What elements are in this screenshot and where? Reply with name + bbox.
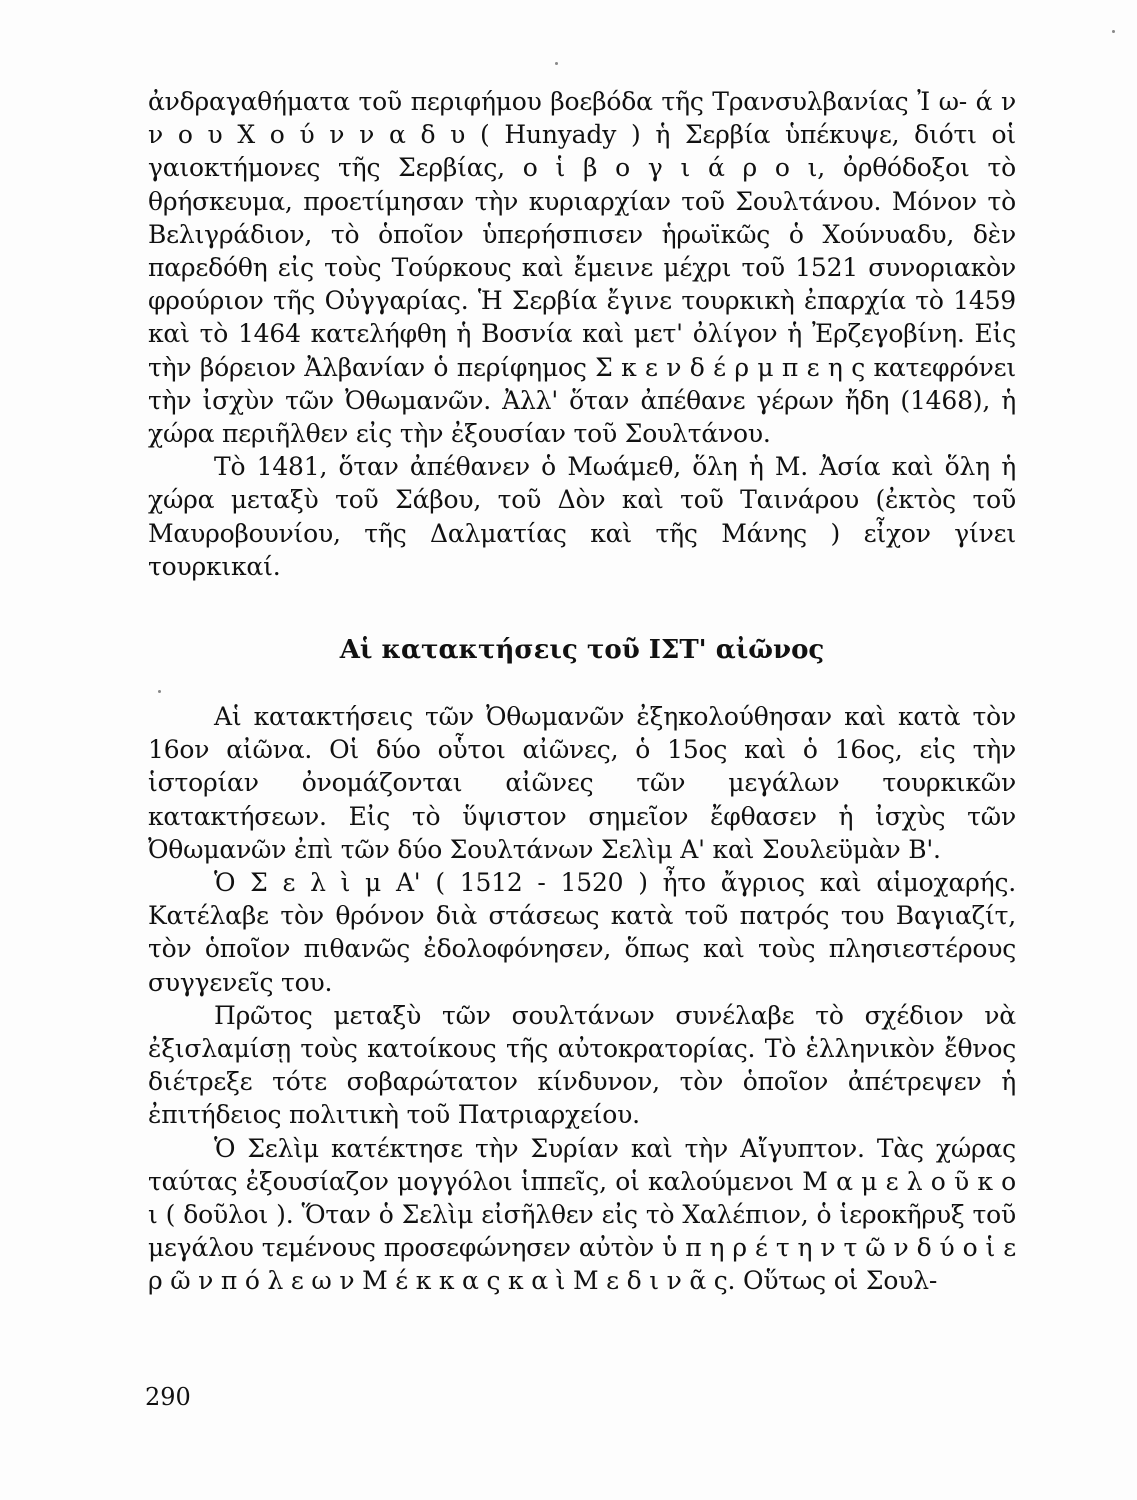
paragraph: Τὸ 1481, ὅταν ἀπέθανεν ὁ Μωάμεθ, ὅλη ἡ Μ. Ἀσία καὶ ὅλη ἡ χώρα μεταξὺ τοῦ Σάβου, τοῦ Δὸν καὶ τοῦ Ταινάρου (ἐκτὸς τοῦ Μαυροβουνίου, τῆς Δαλματίας καὶ τῆς Μάνης ) εἶχον γίνει τουρκικαί.	[148, 452, 1016, 581]
section-heading: Αἱ κατακτήσεις τοῦ ΙΣΤ' αἰῶνος	[339, 635, 825, 665]
paragraph: Πρῶτος μεταξὺ τῶν σουλτάνων συνέλαβε τὸ σχέδιον νὰ ἐξισλαμίσῃ τοὺς κατοίκους τῆς αὐτοκρατορίας. Τὸ ἑλληνικὸν ἔθνος διέτρεξε τότε σοβαρώτατον κίνδυνον, τὸν ὁποῖον ἀπέτρεψεν ἡ ἐπιτήδειος πολιτικὴ τοῦ Πατριαρχείου.	[148, 1000, 1016, 1130]
page-number: 290	[145, 1383, 191, 1411]
text-block-bottom	[148, 700, 1016, 1298]
print-speck	[158, 690, 161, 693]
print-speck	[1112, 30, 1115, 33]
print-speck	[555, 62, 558, 65]
paragraph: ἀνδραγαθήματα τοῦ περιφήμου βοεβόδα τῆς Τρανσυλβανίας Ἰ ω- ά ν ν ο υ Χ ο ύ ν ν α δ υ ( Hunyady ) ἡ Σερβία ὑπέκυψε, διότι οἱ γαιοκτήμονες τῆς Σερβίας, ο ἱ β ο γ ι ά ρ ο ι, ὀρθόδοξοι τὸ θρήσκευμα, προετίμησαν τὴν κυριαρχίαν τοῦ Σουλτάνου. Μόνον τὸ Βελιγράδιον, τὸ ὁποῖον ὑπερήσπισεν ἡρωϊκῶς ὁ Χούνυαδυ, δὲν παρεδόθη εἰς τοὺς Τούρκους καὶ ἔμεινε μέχρι τοῦ 1521 συνοριακὸν φρούριον τῆς Οὐγγαρίας. Ἡ Σερβία ἔγινε τουρκικὴ ἐπαρχία τὸ 1459 καὶ τὸ 1464 κατελήφθη ἡ Βοσνία καὶ μετ' ὀλίγον ἡ Ἐρζεγοβίνη. Εἰς τὴν βόρειον Ἀλβανίαν ὁ περίφημος Σ κ ε ν δ έ ρ μ π ε η ς κατεφρόνει τὴν ἰσχὺν τῶν Ὀθωμανῶν. Ἀλλ' ὅταν ἀπέθανε γέρων ἤδη (1468), ἡ χώρα περιῆλθεν εἰς τὴν ἐξουσίαν τοῦ Σουλτάνου.	[148, 87, 1016, 449]
paragraph: Αἱ κατακτήσεις τῶν Ὀθωμανῶν ἐξηκολούθησαν καὶ κατὰ τὸν 16ον αἰῶνα. Οἱ δύο οὗτοι αἰῶνες, ὁ 15ος καὶ ὁ 16ος, εἰς τὴν ἱστορίαν ὀνομάζονται αἰῶνες τῶν μεγάλων τουρκικῶν κατακτήσεων. Εἰς τὸ ὕψιστον σημεῖον ἔφθασεν ἡ ἰσχὺς τῶν Ὀθωμανῶν ἐπὶ τῶν δύο Σουλτάνων Σελὶμ Α' καὶ Σουλεϋμὰν Β'.	[148, 702, 1016, 864]
paragraph: Ὁ Σ ε λ ὶ μ Α' ( 1512 - 1520 ) ἦτο ἄγριος καὶ αἱμοχαρής. Κατέλαβε τὸν θρόνον διὰ στάσεως κατὰ τοῦ πατρός του Βαγιαζίτ, τὸν ὁποῖον πιθανῶς ἐδολοφόνησεν, ὅπως καὶ τοὺς πλησιεστέρους συγγενεῖς του.	[148, 868, 1016, 997]
paragraph: Ὁ Σελὶμ κατέκτησε τὴν Συρίαν καὶ τὴν Αἴγυπτον. Τὰς χώρας ταύτας ἐξουσίαζον μογγόλοι ἱππεῖς, οἱ καλούμενοι Μ α μ ε λ ο ῦ κ ο ι ( δοῦλοι ). Ὅταν ὁ Σελὶμ εἰσῆλθεν εἰς τὸ Χαλέπιον, ὁ ἱεροκῆρυξ τοῦ μεγάλου τεμένους προσεφώνησεν αὐτὸν ὑ π η ρ έ τ η ν τ ῶ ν δ ύ ο ἱ ε ρ ῶ ν π ό λ ε ω ν Μ έ κ κ α ς κ α ὶ Μ ε δ ι ν ᾶ ς. Οὕτως οἱ Σουλ-	[148, 1133, 1016, 1296]
text-block-top	[148, 85, 1016, 583]
